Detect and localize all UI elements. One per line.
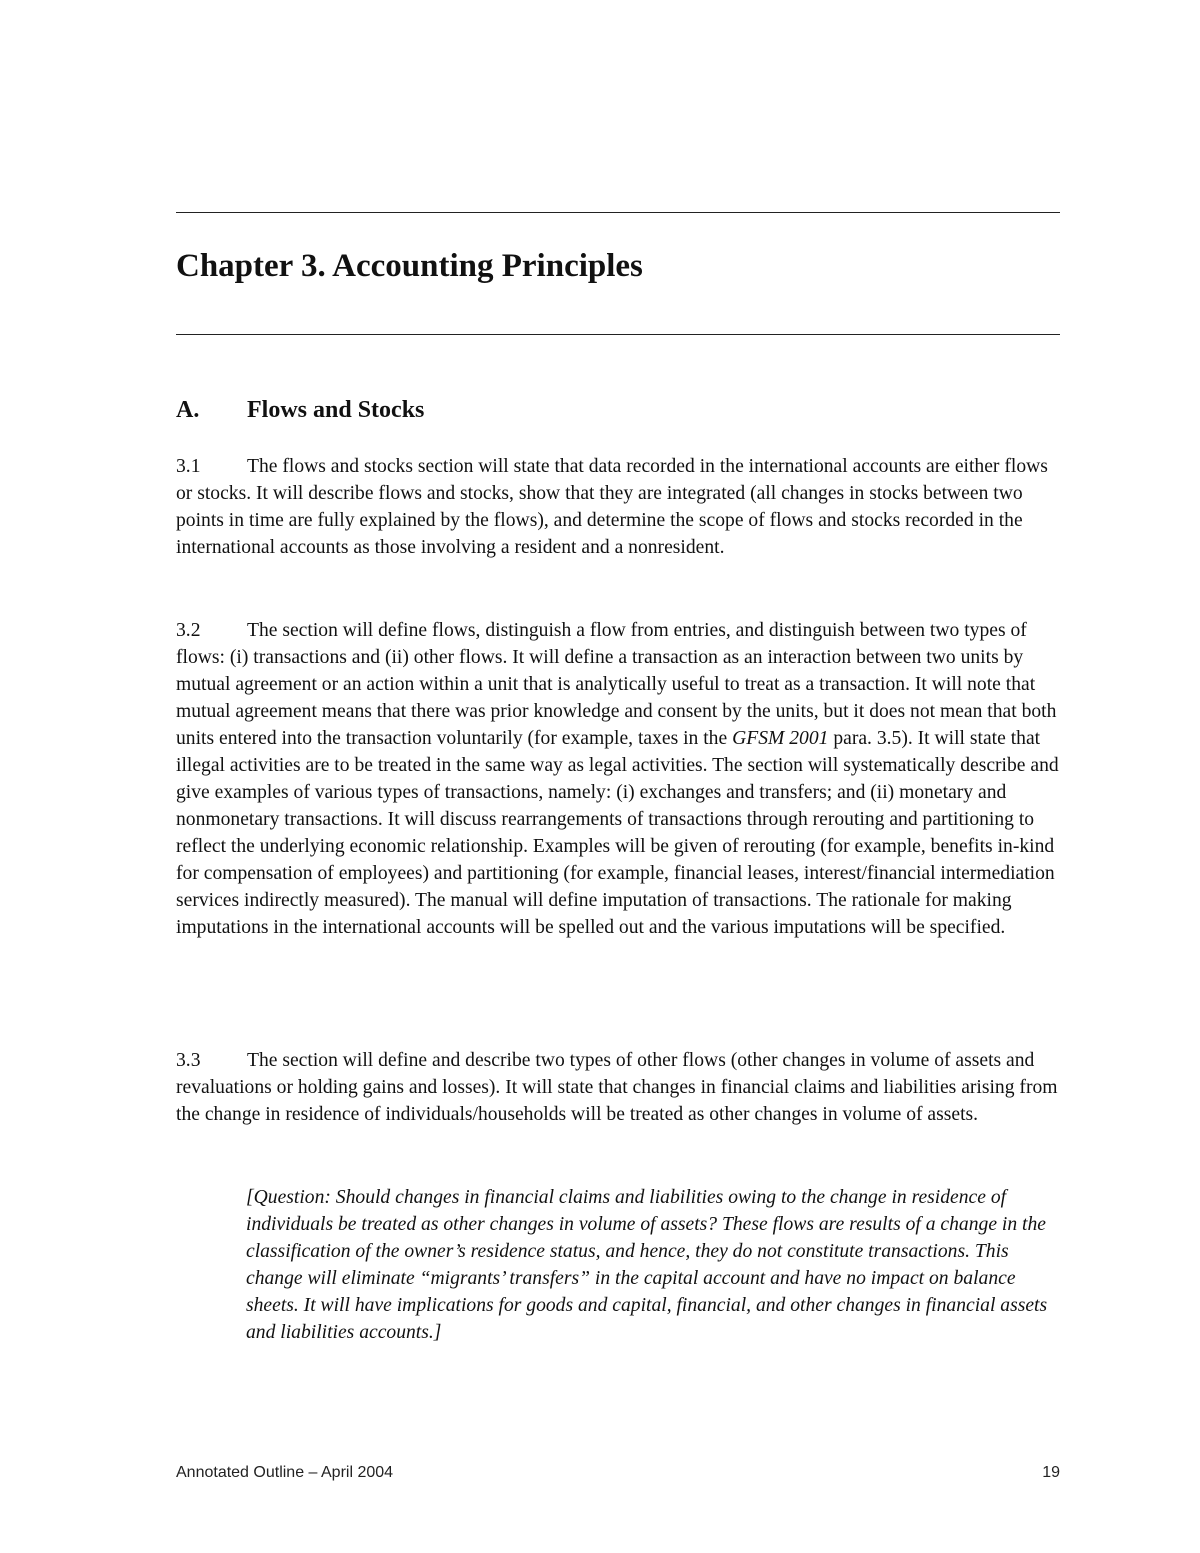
paragraph-number: 3.2 [176,620,201,641]
paragraph-number: 3.3 [176,1050,201,1071]
top-rule [176,212,1060,213]
paragraph-3-2 [176,617,1062,941]
paragraph-text: The flows and stocks section will state that data recorded in the international accounts are either flows or stocks. It will describe flows and stocks, show that they are integrated (all changes in stocks between two points in time are fully explained by the flows), and determine the scope of flows and stocks recorded in the international accounts as those involving a resident and a nonresident. [176,456,1048,558]
footer-title: Annotated Outline – April 2004 [176,1464,394,1481]
paragraph-text: The section will define and describe two types of other flows (other changes in volume of assets and revaluations or holding gains and losses). It will state that changes in financial claims and liabilities arising from the change in residence of individuals/households will be treated as other changes in volume of assets. [176,1050,1058,1125]
paragraph-3-1 [176,453,1062,561]
gfsm-reference: GFSM 2001 [732,728,829,749]
page-number: 19 [1042,1464,1060,1481]
paragraph-number: 3.1 [176,456,201,477]
bottom-rule [176,334,1060,335]
section-title: Flows and Stocks [247,397,425,423]
paragraph-3-3 [176,1047,1062,1128]
section-heading [176,394,424,426]
paragraph-text-after: para. 3.5). It will state that illegal activities are to be treated in the same way as legal activities. The section will systematically describe and give examples of various types of transactions, namely: (i) exchanges and transfers; and (ii) monetary and nonmonetary transactions. It will discuss rearrangements of transactions through rerouting and partitioning to reflect the underlying economic relationship. Examples will be given of rerouting (for example, benefits in-kind for compensation of employees) and partitioning (for example, financial leases, interest/financial intermediation services indirectly measured). The manual will define imputation of transactions. The rationale for making imputations in the international accounts will be spelled out and the various imputations will be specified. [176,728,1059,938]
paragraph-text-before: The section will define flows, distinguish a flow from entries, and distinguish between two types of flows: (i) transactions and (ii) other flows. It will define a transaction as an interaction between two units by mutual agreement or an action within a unit that is analytically useful to treat as a transaction. It will note that mutual agreement means that there was prior knowledge and consent by the units, but it does not mean that both units entered into the transaction voluntarily (for example, taxes in the [176,620,1057,749]
question-note: [Question: Should changes in financial claims and liabilities owing to the change in residence of individuals be treated as other changes in volume of assets? These flows are results of a change in the classification of the owner’s residence status, and hence, they do not constitute transactions. This change will eliminate “migrants’ transfers” in the capital account and have no impact on balance sheets. It will have implications for goods and capital, financial, and other changes in financial assets and liabilities accounts.] [246,1187,1048,1343]
chapter-title: Chapter 3. Accounting Principles [176,248,643,284]
section-letter: A. [176,397,200,423]
